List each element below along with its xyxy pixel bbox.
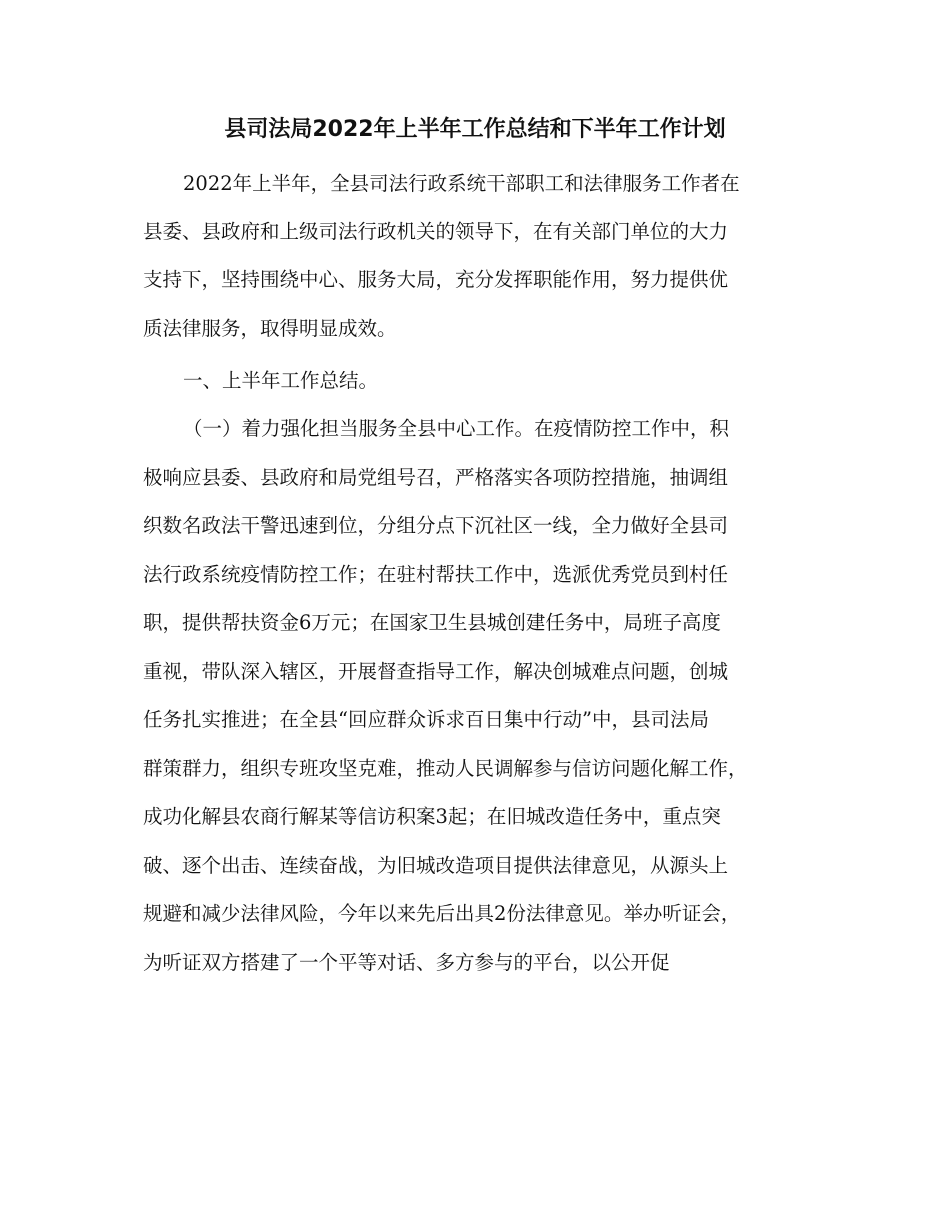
- paragraph-line: 法行政系统疫情防控工作；在驻村帮扶工作中，选派优秀党员到村任: [143, 563, 729, 586]
- paragraph-line: 群策群力，组织专班攻坚克难，推动人民调解参与信访问题化解工作，: [143, 757, 748, 780]
- section-heading: 一、上半年工作总结。: [183, 369, 379, 392]
- paragraph-line: （一）着力强化担当服务全县中心工作。在疫情防控工作中，积: [183, 417, 730, 440]
- paragraph-line: 织数名政法干警迅速到位，分组分点下沉社区一线，全力做好全县司: [143, 514, 729, 537]
- paragraph-line: 规避和减少法律风险，今年以来先后出具2份法律意见。举办听证会，: [143, 902, 741, 925]
- paragraph-line: 极响应县委、县政府和局党组号召，严格落实各项防控措施，抽调组: [143, 466, 729, 489]
- paragraph-line: 职，提供帮扶资金6万元；在国家卫生县城创建任务中，局班子高度: [143, 611, 721, 634]
- paragraph-line: 破、逐个出击、连续奋战，为旧城改造项目提供法律意见，从源头上: [143, 854, 729, 877]
- paragraph-line: 成功化解县农商行解某等信访积案3起；在旧城改造任务中，重点突: [143, 805, 721, 828]
- document-title: 县司法局2022年上半年工作总结和下半年工作计划: [224, 117, 726, 142]
- paragraph-line: 县委、县政府和上级司法行政机关的领导下，在有关部门单位的大力: [143, 220, 729, 243]
- paragraph-line: 任务扎实推进；在全县“回应群众诉求百日集中行动”中，县司法局: [143, 708, 709, 731]
- paragraph-line: 重视，带队深入辖区，开展督查指导工作，解决创城难点问题，创城: [143, 660, 729, 683]
- paragraph-line: 2022年上半年，全县司法行政系统干部职工和法律服务工作者在: [183, 172, 740, 195]
- paragraph-line: 支持下，坚持围绕中心、服务大局，充分发挥职能作用，努力提供优: [143, 268, 729, 291]
- paragraph-line: 为听证双方搭建了一个平等对话、多方参与的平台，以公开促: [143, 951, 670, 974]
- paragraph-line: 质法律服务，取得明显成效。: [143, 317, 397, 340]
